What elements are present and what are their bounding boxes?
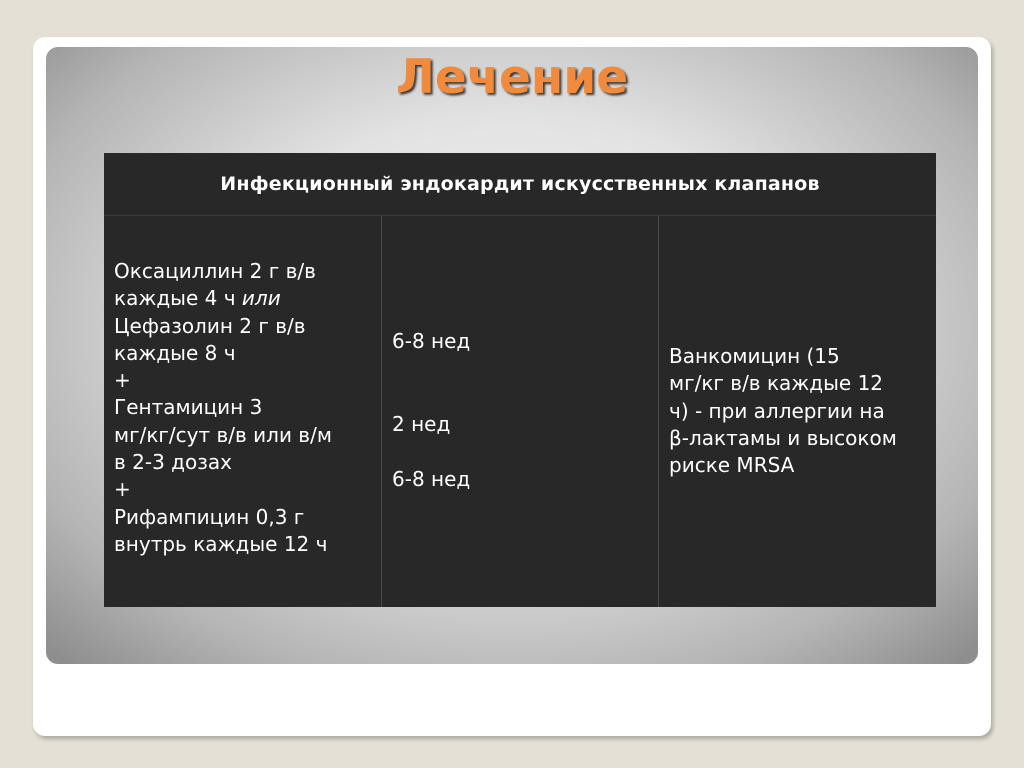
duration-text: 6-8 нед — [392, 329, 471, 353]
regimen-line: Гентамицин 3 — [114, 395, 263, 420]
regimen-or: или — [241, 286, 281, 311]
regimen-line: каждые 4 ч или — [114, 286, 281, 311]
alternative-line: Ванкомицин (15 — [669, 344, 840, 368]
duration-cell — [382, 216, 659, 607]
regimen-line: внутрь каждые 12 ч — [114, 531, 328, 556]
regimen-cell — [104, 216, 382, 607]
slide-title: Лечение — [395, 50, 629, 105]
table-header: Инфекционный эндокардит искусственных клапанов — [104, 153, 936, 216]
regimen-line: + — [114, 368, 131, 393]
alternative-line: β-лактамы и высоком — [669, 425, 897, 450]
alternative-text — [669, 343, 897, 479]
duration-text: 6-8 нед — [392, 467, 471, 491]
alternative-line: мг/кг в/в каждые 12 — [669, 371, 884, 396]
regimen-line: каждые 8 ч — [114, 340, 236, 365]
regimen-line: Оксациллин 2 г в/в — [114, 259, 316, 283]
duration-text: 2 нед — [392, 412, 451, 436]
alternative-cell — [659, 216, 936, 607]
treatment-table — [104, 153, 936, 607]
regimen-line: + — [114, 477, 131, 502]
alternative-line: риске MRSA — [669, 453, 795, 478]
regimen-line: Рифампицин 0,3 г — [114, 504, 305, 529]
regimen-line: в 2-3 дозах — [114, 450, 232, 475]
regimen-line: Цефазолин 2 г в/в — [114, 313, 306, 338]
regimen-line: мг/кг/сут в/в или в/м — [114, 422, 332, 447]
regimen-text — [114, 258, 332, 558]
alternative-line: ч) - при аллергии на — [669, 398, 885, 423]
